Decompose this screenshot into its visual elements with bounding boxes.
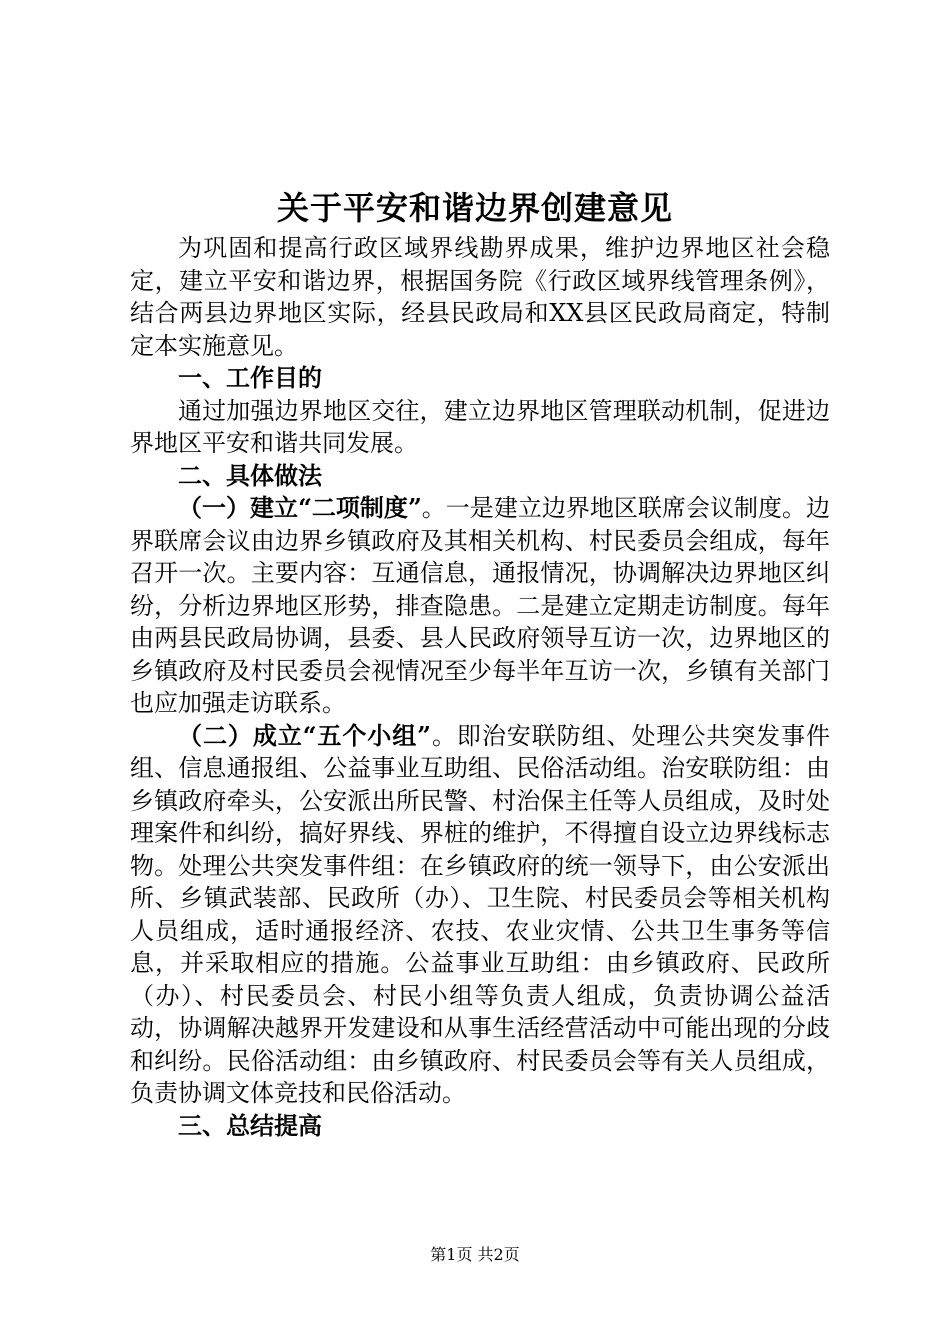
methods-item-two [130, 720, 830, 1110]
section-heading-goal: 一、工作目的 [178, 363, 322, 392]
document-body [130, 232, 830, 1142]
intro-paragraph: 为巩固和提高行政区域界线勘界成果，维护边界地区社会稳定，建立平安和谐边界，根据国务院《行政区域界线管理条例》，结合两县边界地区实际，经县民政局和XX县区民政局商定，特制定本实施意见。 [130, 234, 830, 360]
methods-item-one [130, 492, 830, 720]
item-one-lead: （一）建立“二项制度” [178, 493, 422, 522]
item-two-lead: （二）成立“五个小组” [178, 720, 431, 750]
section-heading-summary: 三、总结提高 [178, 1110, 322, 1140]
item-one-text: 。一是建立边界地区联席会议制度。边界联席会议由边界乡镇政府及其相关机构、村民委员会组成，每年召开一次。主要内容：互通信息，通报情况，协调解决边界地区纠纷，分析边界地区形势，排查隐患。二是建立定期走访制度。每年由两县民政局协调，县委、县人民政府领导互访一次，边界地区的乡镇政府及村民委员会视情况至少每半年互访一次，乡镇有关部门也应加强走访联系。 [130, 494, 831, 717]
item-two-text: 。即治安联防组、处理公共突发事件组、信息通报组、公益事业互助组、民俗活动组。治安联防组：由乡镇政府牵头，公安派出所民警、村治保主任等人员组成，及时处理案件和纠纷，搞好界线、界桩的维护，不得擅自设立边界线标志物。处理公共突发事件组：在乡镇政府的统一领导下，由公安派出所、乡镇武装部、民政所（办）、卫生院、村民委员会等相关机构人员组成，适时通报经济、农技、农业灾情、公共卫生事务等信息，并采取相应的措施。公益事业互助组：由乡镇政府、民政所（办）、村民委员会、村民小组等负责人组成，负责协调公益活动，协调解决越界开发建设和从事生活经营活动中可能出现的分歧和纠纷。民俗活动组：由乡镇政府、村民委员会等有关人员组成，负责协调文体竞技和民俗活动。 [130, 721, 831, 1107]
page-footer: 第1页 共2页 [430, 1245, 520, 1264]
goal-paragraph: 通过加强边界地区交往，建立边界地区管理联动机制，促进边界地区平安和谐共同发展。 [130, 396, 830, 457]
section-heading-methods: 二、具体做法 [178, 460, 322, 490]
document-title: 关于平安和谐边界创建意见 [276, 189, 673, 227]
